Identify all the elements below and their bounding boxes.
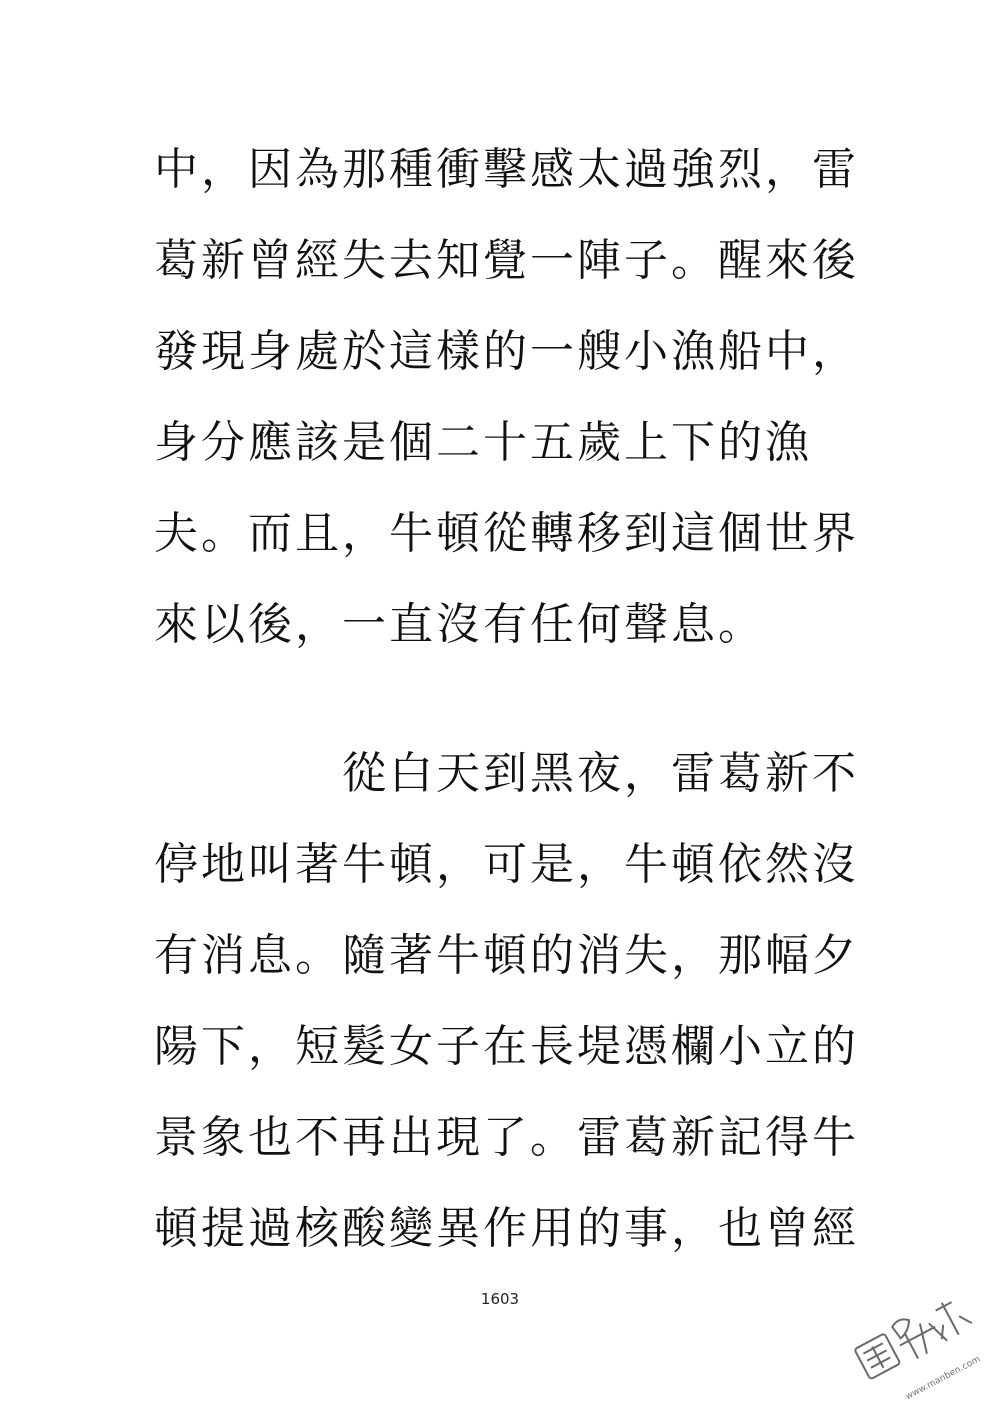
text-line: 停地叫著牛頓，可是，牛頓依然沒 [154,839,859,890]
svg-text:www.manben.com: www.manben.com [904,1354,982,1402]
text-line: 葛新曾經失去知覺一陣子。醒來後 [154,235,859,286]
text-line: 夫。而且，牛頓從轉移到這個世界 [154,508,859,559]
text-line: 中，因為那種衝擊感太過強烈，雷 [154,144,859,195]
text-line: 來以後，一直沒有任何聲息。 [154,599,765,650]
watermark-logo [842,1292,982,1402]
text-line: 身分應該是個二十五歲上下的漁 [154,417,812,468]
text-line: 陽下，短髮女子在長堤憑欄小立的 [154,1021,859,1072]
text-line: 發現身處於這樣的一艘小漁船中， [154,326,859,377]
text-line: 有消息。隨著牛頓的消失，那幅夕 [154,930,859,981]
text-line-indented: 從白天到黑夜，雷葛新不 [342,748,859,799]
text-line: 景象也不再出現了。雷葛新記得牛 [154,1112,859,1163]
page-number: 1603 [480,1290,520,1308]
text-line: 頓提過核酸變異作用的事，也曾經 [154,1203,859,1254]
